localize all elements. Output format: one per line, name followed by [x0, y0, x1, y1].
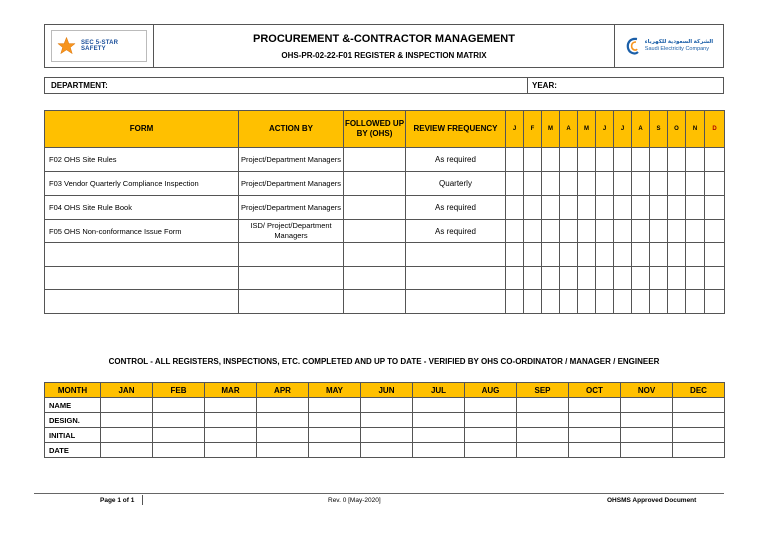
- control-row: [45, 443, 725, 458]
- month-check-cell[interactable]: [686, 196, 705, 220]
- control-entry-cell[interactable]: [465, 443, 517, 458]
- month-check-cell[interactable]: [632, 243, 650, 267]
- month-check-cell[interactable]: [578, 148, 596, 172]
- month-check-cell[interactable]: [632, 290, 650, 314]
- control-entry-cell[interactable]: [205, 413, 257, 428]
- month-check-cell[interactable]: [560, 243, 578, 267]
- ctl-month-apr: APR: [257, 383, 309, 398]
- month-check-cell[interactable]: [596, 148, 614, 172]
- ctl-month-sep: SEP: [517, 383, 569, 398]
- control-entry-cell[interactable]: [309, 443, 361, 458]
- form-cell: [45, 267, 239, 290]
- month-check-cell[interactable]: [578, 243, 596, 267]
- control-row: [45, 413, 725, 428]
- month-check-cell[interactable]: [632, 172, 650, 196]
- control-entry-cell[interactable]: [309, 398, 361, 413]
- form-cell: F03 Vendor Quarterly Compliance Inspection: [45, 172, 239, 196]
- control-entry-cell[interactable]: [569, 413, 621, 428]
- control-entry-cell[interactable]: [205, 428, 257, 443]
- month-check-cell[interactable]: [614, 196, 632, 220]
- month-header-jun: J: [596, 111, 614, 148]
- table-row: [45, 290, 725, 314]
- month-check-cell[interactable]: [524, 243, 542, 267]
- month-check-cell[interactable]: [614, 220, 632, 243]
- document-header: [44, 24, 724, 68]
- month-check-cell[interactable]: [596, 267, 614, 290]
- control-entry-cell[interactable]: [101, 443, 153, 458]
- ctl-month-nov: NOV: [621, 383, 673, 398]
- followed-up-cell[interactable]: [344, 148, 406, 172]
- control-entry-cell[interactable]: [413, 413, 465, 428]
- month-check-cell[interactable]: [650, 220, 668, 243]
- month-check-cell[interactable]: [560, 148, 578, 172]
- month-check-cell[interactable]: [560, 172, 578, 196]
- approved-document-label: OHSMS Approved Document: [607, 497, 697, 504]
- control-entry-cell[interactable]: [465, 398, 517, 413]
- control-entry-cell[interactable]: [101, 413, 153, 428]
- month-check-cell[interactable]: [614, 290, 632, 314]
- month-label-header: MONTH: [45, 383, 101, 398]
- month-check-cell[interactable]: [596, 220, 614, 243]
- month-check-cell[interactable]: [686, 220, 705, 243]
- month-check-cell[interactable]: [686, 243, 705, 267]
- control-entry-cell[interactable]: [153, 428, 205, 443]
- control-row-label: NAME: [45, 398, 101, 413]
- month-check-cell[interactable]: [524, 267, 542, 290]
- control-entry-cell[interactable]: [361, 443, 413, 458]
- month-check-cell[interactable]: [542, 267, 560, 290]
- action-by-cell: Project/Department Managers: [239, 196, 344, 220]
- control-verification-table: [44, 382, 725, 458]
- control-row: [45, 428, 725, 443]
- control-entry-cell[interactable]: [569, 443, 621, 458]
- ctl-month-jan: JAN: [101, 383, 153, 398]
- month-check-cell[interactable]: [524, 172, 542, 196]
- control-entry-cell[interactable]: [673, 443, 725, 458]
- review-frequency-cell: Quarterly: [406, 172, 506, 196]
- month-header-mar: M: [542, 111, 560, 148]
- department-field[interactable]: DEPARTMENT:: [45, 78, 528, 93]
- control-entry-cell[interactable]: [517, 428, 569, 443]
- followed-up-cell[interactable]: [344, 196, 406, 220]
- matrix-header-row: [45, 111, 725, 148]
- review-frequency-cell: [406, 267, 506, 290]
- month-check-cell[interactable]: [632, 220, 650, 243]
- month-check-cell[interactable]: [524, 148, 542, 172]
- ctl-month-oct: OCT: [569, 383, 621, 398]
- control-entry-cell[interactable]: [621, 428, 673, 443]
- sec-company-logo: [614, 25, 723, 67]
- month-header-feb: F: [524, 111, 542, 148]
- action-by-header: ACTION BY: [239, 111, 344, 148]
- control-entry-cell[interactable]: [257, 398, 309, 413]
- month-check-cell[interactable]: [650, 196, 668, 220]
- control-entry-cell[interactable]: [673, 413, 725, 428]
- month-check-cell[interactable]: [705, 220, 725, 243]
- month-check-cell[interactable]: [560, 196, 578, 220]
- matrix-body: [45, 148, 725, 314]
- action-by-cell: [239, 267, 344, 290]
- month-check-cell[interactable]: [596, 290, 614, 314]
- control-header-row: [45, 383, 725, 398]
- page-subtitle: OHS-PR-02-22-F01 REGISTER & INSPECTION MATRIX: [281, 50, 487, 60]
- month-check-cell[interactable]: [705, 196, 725, 220]
- control-entry-cell[interactable]: [361, 428, 413, 443]
- review-frequency-cell: As required: [406, 196, 506, 220]
- month-check-cell[interactable]: [542, 148, 560, 172]
- control-entry-cell[interactable]: [257, 428, 309, 443]
- sec-emblem-icon: [625, 36, 641, 56]
- action-by-cell: [239, 243, 344, 267]
- month-check-cell[interactable]: [560, 290, 578, 314]
- month-check-cell[interactable]: [542, 243, 560, 267]
- department-year-row: [44, 77, 724, 94]
- control-entry-cell[interactable]: [153, 443, 205, 458]
- control-row: [45, 398, 725, 413]
- month-check-cell[interactable]: [596, 243, 614, 267]
- ctl-month-jul: JUL: [413, 383, 465, 398]
- ctl-month-aug: AUG: [465, 383, 517, 398]
- control-row-label: INITIAL: [45, 428, 101, 443]
- control-row-label: DESIGN.: [45, 413, 101, 428]
- control-entry-cell[interactable]: [569, 398, 621, 413]
- form-cell: F05 OHS Non-conformance Issue Form: [45, 220, 239, 243]
- month-check-cell[interactable]: [668, 243, 686, 267]
- control-entry-cell[interactable]: [257, 443, 309, 458]
- month-check-cell[interactable]: [668, 172, 686, 196]
- followed-up-cell[interactable]: [344, 267, 406, 290]
- month-check-cell[interactable]: [614, 172, 632, 196]
- control-entry-cell[interactable]: [101, 428, 153, 443]
- month-check-cell[interactable]: [542, 290, 560, 314]
- month-check-cell[interactable]: [686, 148, 705, 172]
- month-header-jan: J: [506, 111, 524, 148]
- month-check-cell[interactable]: [578, 196, 596, 220]
- control-statement: CONTROL - ALL REGISTERS, INSPECTIONS, ETC. COMPLETED AND UP TO DATE - VERIFIED BY OHS CO-ORDINATOR / MANAGER / ENGINEER: [108, 357, 660, 366]
- form-cell: [45, 243, 239, 267]
- month-check-cell[interactable]: [506, 220, 524, 243]
- review-frequency-cell: [406, 290, 506, 314]
- control-entry-cell[interactable]: [257, 413, 309, 428]
- ctl-month-dec: DEC: [673, 383, 725, 398]
- sec-logo-text: [645, 39, 713, 53]
- action-by-cell: Project/Department Managers: [239, 172, 344, 196]
- table-row: [45, 243, 725, 267]
- month-check-cell[interactable]: [560, 220, 578, 243]
- month-check-cell[interactable]: [560, 267, 578, 290]
- sec-arabic-name: الشركة السعودية للكهرباء: [644, 39, 714, 45]
- month-check-cell[interactable]: [650, 172, 668, 196]
- control-entry-cell[interactable]: [101, 398, 153, 413]
- control-entry-cell[interactable]: [361, 413, 413, 428]
- form-header: FORM: [45, 111, 239, 148]
- control-entry-cell[interactable]: [465, 413, 517, 428]
- revision-label: Rev. 0 [May-2020]: [328, 497, 381, 504]
- table-row: [45, 196, 725, 220]
- header-titles: [154, 25, 614, 67]
- month-check-cell[interactable]: [578, 172, 596, 196]
- control-entry-cell[interactable]: [673, 428, 725, 443]
- month-check-cell[interactable]: [524, 290, 542, 314]
- control-entry-cell[interactable]: [205, 398, 257, 413]
- review-frequency-header: REVIEW FREQUENCY: [406, 111, 506, 148]
- month-check-cell[interactable]: [650, 290, 668, 314]
- month-check-cell[interactable]: [506, 172, 524, 196]
- followed-up-cell[interactable]: [344, 220, 406, 243]
- month-check-cell[interactable]: [596, 196, 614, 220]
- month-check-cell[interactable]: [668, 196, 686, 220]
- review-frequency-cell: [406, 243, 506, 267]
- followed-up-header: FOLLOWED UP BY (OHS): [344, 111, 406, 148]
- month-check-cell[interactable]: [614, 243, 632, 267]
- control-entry-cell[interactable]: [621, 413, 673, 428]
- footer-divider: [34, 493, 724, 494]
- month-check-cell[interactable]: [705, 243, 725, 267]
- month-check-cell[interactable]: [705, 172, 725, 196]
- review-frequency-cell: As required: [406, 220, 506, 243]
- sec-english-name: Saudi Electricity Company: [644, 46, 709, 52]
- month-header-sep: S: [650, 111, 668, 148]
- month-check-cell[interactable]: [668, 290, 686, 314]
- table-row: [45, 148, 725, 172]
- month-check-cell[interactable]: [578, 290, 596, 314]
- page-number-divider: [142, 495, 143, 505]
- control-entry-cell[interactable]: [517, 398, 569, 413]
- month-check-cell[interactable]: [542, 220, 560, 243]
- month-check-cell[interactable]: [614, 267, 632, 290]
- month-check-cell[interactable]: [650, 267, 668, 290]
- table-row: [45, 172, 725, 196]
- month-check-cell[interactable]: [614, 148, 632, 172]
- control-entry-cell[interactable]: [309, 413, 361, 428]
- control-entry-cell[interactable]: [153, 413, 205, 428]
- followed-up-cell[interactable]: [344, 172, 406, 196]
- month-check-cell[interactable]: [650, 243, 668, 267]
- followed-up-cell[interactable]: [344, 243, 406, 267]
- month-check-cell[interactable]: [632, 196, 650, 220]
- control-entry-cell[interactable]: [569, 428, 621, 443]
- month-check-cell[interactable]: [596, 172, 614, 196]
- control-entry-cell[interactable]: [413, 428, 465, 443]
- year-field[interactable]: YEAR:: [532, 81, 557, 90]
- month-check-cell[interactable]: [524, 196, 542, 220]
- month-check-cell[interactable]: [686, 290, 705, 314]
- control-entry-cell[interactable]: [673, 398, 725, 413]
- action-by-cell: ISD/ Project/Department Managers: [239, 220, 344, 243]
- month-header-nov: N: [686, 111, 705, 148]
- table-row: [45, 267, 725, 290]
- control-entry-cell[interactable]: [413, 443, 465, 458]
- control-entry-cell[interactable]: [517, 443, 569, 458]
- followed-up-cell[interactable]: [344, 290, 406, 314]
- action-by-cell: Project/Department Managers: [239, 148, 344, 172]
- month-check-cell[interactable]: [705, 267, 725, 290]
- page-number: Page 1 of 1: [100, 497, 135, 504]
- month-check-cell[interactable]: [578, 267, 596, 290]
- control-entry-cell[interactable]: [517, 413, 569, 428]
- control-entry-cell[interactable]: [413, 398, 465, 413]
- left-logo-area: [45, 25, 154, 67]
- month-check-cell[interactable]: [632, 148, 650, 172]
- month-header-may: M: [578, 111, 596, 148]
- month-check-cell[interactable]: [668, 220, 686, 243]
- action-by-cell: [239, 290, 344, 314]
- register-matrix-table: [44, 110, 725, 314]
- control-entry-cell[interactable]: [621, 443, 673, 458]
- control-entry-cell[interactable]: [205, 443, 257, 458]
- form-cell: [45, 290, 239, 314]
- month-check-cell[interactable]: [686, 172, 705, 196]
- month-check-cell[interactable]: [506, 290, 524, 314]
- ctl-month-feb: FEB: [153, 383, 205, 398]
- ctl-month-jun: JUN: [361, 383, 413, 398]
- month-header-jul: J: [614, 111, 632, 148]
- month-check-cell[interactable]: [578, 220, 596, 243]
- control-entry-cell[interactable]: [465, 428, 517, 443]
- month-check-cell[interactable]: [506, 148, 524, 172]
- control-entry-cell[interactable]: [309, 428, 361, 443]
- month-check-cell[interactable]: [542, 196, 560, 220]
- month-header-apr: A: [560, 111, 578, 148]
- month-check-cell[interactable]: [506, 196, 524, 220]
- month-check-cell[interactable]: [650, 148, 668, 172]
- month-check-cell[interactable]: [668, 148, 686, 172]
- sec-5-star-logo: [51, 30, 147, 62]
- control-body: [45, 398, 725, 458]
- month-check-cell[interactable]: [705, 290, 725, 314]
- form-cell: F04 OHS Site Rule Book: [45, 196, 239, 220]
- star-icon: [56, 35, 77, 57]
- control-entry-cell[interactable]: [621, 398, 673, 413]
- month-check-cell[interactable]: [524, 220, 542, 243]
- control-row-label: DATE: [45, 443, 101, 458]
- month-check-cell[interactable]: [542, 172, 560, 196]
- month-check-cell[interactable]: [506, 243, 524, 267]
- ctl-month-mar: MAR: [205, 383, 257, 398]
- month-check-cell[interactable]: [686, 267, 705, 290]
- month-header-dec: D: [705, 111, 725, 148]
- month-check-cell[interactable]: [632, 267, 650, 290]
- logo-text: SEC 5-STAR SAFETY: [80, 40, 119, 52]
- month-check-cell[interactable]: [668, 267, 686, 290]
- table-row: [45, 220, 725, 243]
- control-entry-cell[interactable]: [361, 398, 413, 413]
- ctl-month-may: MAY: [309, 383, 361, 398]
- review-frequency-cell: As required: [406, 148, 506, 172]
- month-header-oct: O: [668, 111, 686, 148]
- month-check-cell[interactable]: [705, 148, 725, 172]
- control-entry-cell[interactable]: [153, 398, 205, 413]
- form-cell: F02 OHS Site Rules: [45, 148, 239, 172]
- page-title: PROCUREMENT &-CONTRACTOR MANAGEMENT: [253, 32, 515, 45]
- month-header-aug: A: [632, 111, 650, 148]
- month-check-cell[interactable]: [506, 267, 524, 290]
